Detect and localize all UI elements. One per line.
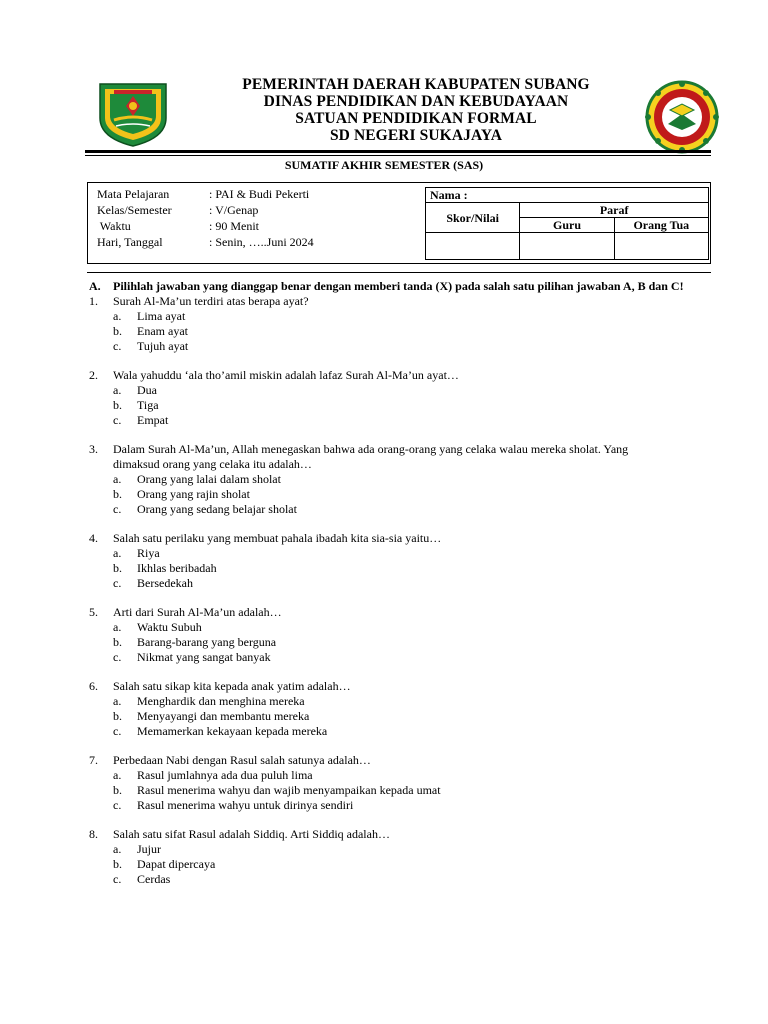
option-letter: c. xyxy=(113,576,122,590)
instruction-text: Pilihlah jawaban yang dianggap benar dengan memberi tanda (X) pada salah satu pilihan jawaban A, B dan C! xyxy=(113,279,684,293)
question-stem xyxy=(89,753,709,768)
option-text: Empat xyxy=(137,413,169,427)
answer-option[interactable] xyxy=(113,576,709,591)
answer-option[interactable] xyxy=(113,783,709,798)
letterhead-line-2: DINAS PENDIDIKAN DAN KEBUDAYAAN xyxy=(263,93,569,110)
info-row-subject xyxy=(97,186,314,202)
question-item xyxy=(89,368,709,428)
question-stem xyxy=(89,679,709,694)
option-text: Rasul jumlahnya ada dua puluh lima xyxy=(137,768,313,782)
option-letter: a. xyxy=(113,309,122,323)
option-list xyxy=(113,620,709,665)
info-row-class xyxy=(97,202,314,218)
name-label: Nama : xyxy=(430,188,468,202)
option-text: Dua xyxy=(137,383,157,397)
question-item xyxy=(89,753,709,813)
option-letter: b. xyxy=(113,783,122,797)
section-instruction xyxy=(89,279,709,294)
answer-option[interactable] xyxy=(113,324,709,339)
answer-option[interactable] xyxy=(113,472,709,487)
option-text: Nikmat yang sangat banyak xyxy=(137,650,271,664)
question-stem xyxy=(89,368,709,383)
answer-option[interactable] xyxy=(113,857,709,872)
name-field[interactable] xyxy=(426,188,709,203)
option-letter: c. xyxy=(113,872,122,886)
answer-option[interactable] xyxy=(113,487,709,502)
info-label: Kelas/Semester xyxy=(97,203,172,217)
section-letter: A. xyxy=(89,279,101,293)
answer-option[interactable] xyxy=(113,842,709,857)
question-text: Wala yahuddu ‘ala tho’amil miskin adalah lafaz Surah Al-Ma’un ayat… xyxy=(113,368,459,382)
question-number: 2. xyxy=(89,368,98,382)
question-number: 3. xyxy=(89,442,98,456)
answer-option[interactable] xyxy=(113,635,709,650)
option-text: Tiga xyxy=(137,398,159,412)
answer-option[interactable] xyxy=(113,694,709,709)
score-cell[interactable] xyxy=(426,233,520,260)
answer-option[interactable] xyxy=(113,309,709,324)
option-text: Menyayangi dan membantu mereka xyxy=(137,709,310,723)
option-letter: b. xyxy=(113,324,122,338)
parent-header: Orang Tua xyxy=(614,218,708,233)
answer-option[interactable] xyxy=(113,413,709,428)
option-text: Rasul menerima wahyu untuk dirinya sendiri xyxy=(137,798,354,812)
answer-option[interactable] xyxy=(113,650,709,665)
question-item xyxy=(89,294,709,354)
option-text: Orang yang lalai dalam sholat xyxy=(137,472,281,486)
option-text: Lima ayat xyxy=(137,309,186,323)
parent-signature-cell[interactable] xyxy=(614,233,708,260)
option-text: Cerdas xyxy=(137,872,171,886)
teacher-header: Guru xyxy=(520,218,614,233)
info-row-date xyxy=(97,234,314,250)
option-text: Ikhlas beribadah xyxy=(137,561,217,575)
option-list xyxy=(113,472,709,517)
question-text: Dalam Surah Al-Ma’un, Allah menegaskan bahwa ada orang-orang yang celaka walau mereka sholat. Yang dimaksud orang yang celaka itu adalah… xyxy=(113,442,629,471)
info-value: : V/Genap xyxy=(209,203,259,217)
option-text: Tujuh ayat xyxy=(137,339,189,353)
answer-option[interactable] xyxy=(113,546,709,561)
option-text: Enam ayat xyxy=(137,324,188,338)
option-letter: b. xyxy=(113,857,122,871)
question-text: Salah satu sifat Rasul adalah Siddiq. Arti Siddiq adalah… xyxy=(113,827,390,841)
question-item xyxy=(89,679,709,739)
question-number: 8. xyxy=(89,827,98,841)
answer-option[interactable] xyxy=(113,383,709,398)
letterhead-line-3: SATUAN PENDIDIKAN FORMAL xyxy=(295,110,537,127)
subang-regency-emblem-icon xyxy=(96,78,170,148)
option-letter: c. xyxy=(113,650,122,664)
exam-title: SUMATIF AKHIR SEMESTER (SAS) xyxy=(284,158,484,172)
option-letter: c. xyxy=(113,724,122,738)
option-text: Menghardik dan menghina mereka xyxy=(137,694,305,708)
answer-option[interactable] xyxy=(113,339,709,354)
option-letter: b. xyxy=(113,398,122,412)
option-letter: a. xyxy=(113,472,122,486)
question-number: 4. xyxy=(89,531,98,545)
answer-option[interactable] xyxy=(113,620,709,635)
info-label: Hari, Tanggal xyxy=(97,235,163,249)
option-letter: c. xyxy=(113,339,122,353)
question-stem xyxy=(89,294,709,309)
question-number: 5. xyxy=(89,605,98,619)
option-letter: a. xyxy=(113,694,122,708)
option-list xyxy=(113,694,709,739)
score-header: Skor/Nilai xyxy=(426,203,520,233)
answer-option[interactable] xyxy=(113,724,709,739)
question-number: 6. xyxy=(89,679,98,693)
question-item xyxy=(89,442,709,517)
option-text: Memamerkan kekayaan kepada mereka xyxy=(137,724,328,738)
answer-option[interactable] xyxy=(113,502,709,517)
option-text: Jujur xyxy=(137,842,161,856)
question-text: Arti dari Surah Al-Ma’un adalah… xyxy=(113,605,282,619)
letterhead-rule-thin xyxy=(85,155,711,156)
question-stem xyxy=(89,605,709,620)
letterhead-line-1: PEMERINTAH DAERAH KABUPATEN SUBANG xyxy=(242,76,590,93)
option-letter: b. xyxy=(113,561,122,575)
question-number: 7. xyxy=(89,753,98,767)
answer-option[interactable] xyxy=(113,798,709,813)
question-item xyxy=(89,531,709,591)
paraf-header: Paraf xyxy=(520,203,709,218)
option-list xyxy=(113,546,709,591)
question-stem xyxy=(89,442,709,472)
info-label: Waktu xyxy=(97,219,131,233)
option-text: Rasul menerima wahyu dan wajib menyampaikan kepada umat xyxy=(137,783,441,797)
question-text: Salah satu perilaku yang membuat pahala ibadah kita sia-sia yaitu… xyxy=(113,531,442,545)
option-letter: a. xyxy=(113,383,122,397)
exam-info-list xyxy=(97,186,314,250)
info-value: : 90 Menit xyxy=(209,219,259,233)
letterhead-line-4: SD NEGERI SUKAJAYA xyxy=(329,127,503,144)
info-label: Mata Pelajaran xyxy=(97,187,170,201)
answer-option[interactable] xyxy=(113,709,709,724)
letterhead-rule xyxy=(85,150,711,153)
info-row-time xyxy=(97,218,314,234)
question-text: Surah Al-Ma’un terdiri atas berapa ayat? xyxy=(113,294,309,308)
option-letter: a. xyxy=(113,620,122,634)
option-letter: b. xyxy=(113,635,122,649)
option-text: Waktu Subuh xyxy=(137,620,202,634)
info-value: : PAI & Budi Pekerti xyxy=(209,187,310,201)
question-item xyxy=(89,605,709,665)
question-text: Perbedaan Nabi dengan Rasul salah satunya adalah… xyxy=(113,753,371,767)
option-letter: a. xyxy=(113,768,122,782)
option-text: Orang yang rajin sholat xyxy=(137,487,250,501)
section-divider xyxy=(87,272,711,273)
info-value: : Senin, …..Juni 2024 xyxy=(209,235,314,249)
score-table xyxy=(425,187,709,260)
letterhead xyxy=(190,76,642,144)
option-text: Bersedekah xyxy=(137,576,193,590)
question-text: Salah satu sikap kita kepada anak yatim adalah… xyxy=(113,679,351,693)
option-letter: b. xyxy=(113,709,122,723)
answer-option[interactable] xyxy=(113,768,709,783)
question-item xyxy=(89,827,709,887)
option-list xyxy=(113,309,709,354)
answer-option[interactable] xyxy=(113,561,709,576)
option-letter: a. xyxy=(113,842,122,856)
answer-option[interactable] xyxy=(113,398,709,413)
option-list xyxy=(113,383,709,428)
teacher-signature-cell[interactable] xyxy=(520,233,614,260)
option-text: Dapat dipercaya xyxy=(137,857,216,871)
question-stem xyxy=(89,827,709,842)
option-text: Barang-barang yang berguna xyxy=(137,635,277,649)
option-text: Riya xyxy=(137,546,160,560)
question-number: 1. xyxy=(89,294,98,308)
option-letter: a. xyxy=(113,546,122,560)
option-letter: b. xyxy=(113,487,122,501)
question-section xyxy=(89,279,709,901)
option-list xyxy=(113,842,709,887)
option-letter: c. xyxy=(113,502,122,516)
option-list xyxy=(113,768,709,813)
option-letter: c. xyxy=(113,413,122,427)
option-letter: c. xyxy=(113,798,122,812)
school-emblem-icon xyxy=(642,80,722,154)
question-stem xyxy=(89,531,709,546)
option-text: Orang yang sedang belajar sholat xyxy=(137,502,297,516)
question-list xyxy=(89,294,709,887)
answer-option[interactable] xyxy=(113,872,709,887)
